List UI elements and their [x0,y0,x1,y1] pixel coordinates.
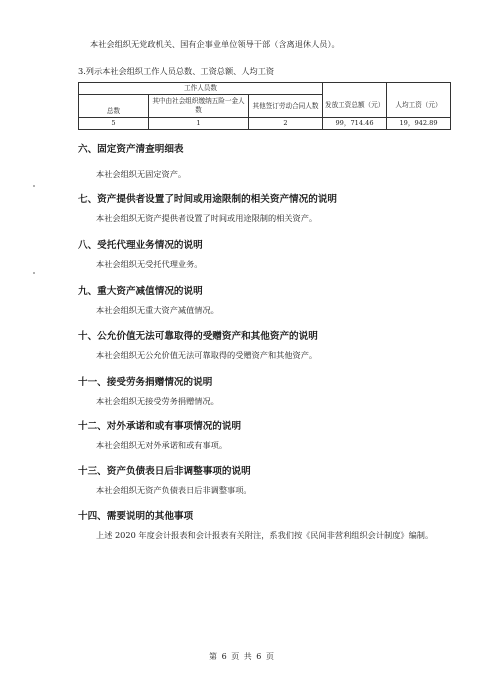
section-3-title: 3.列示本社会组织工作人员总数、工资总额、人均工资 [78,66,275,76]
section-11-title: 十一、接受劳务捐赠情况的说明 [78,377,213,388]
cell-contract: 2 [249,118,323,130]
section-14-body: 上述 2020 年度会计报表和会计报表有关附注，系我们按《民间非营利组织会计制度》编制。 [96,530,434,540]
staff-count-group-header: 工作人员数 [79,83,323,95]
col-header-wage-total: 发放工资总额（元） [323,95,387,118]
section-13-title: 十三、资产负债表日后非调整事项的说明 [78,466,251,477]
table-subheader-row [79,95,451,118]
section-6-body: 本社会组织无固定资产。 [96,169,187,179]
section-8-title: 八、受托代理业务情况的说明 [78,240,203,251]
section-9-body: 本社会组织无重大资产减值情况。 [96,305,219,315]
section-9-title: 九、重大资产减值情况的说明 [78,286,203,297]
cell-wage-avg: 19，942.89 [387,118,451,130]
cell-wage-total: 99，714.46 [323,118,387,130]
section-8-body: 本社会组织无受托代理业务。 [96,259,203,269]
col-header-total: 总数 [79,95,149,118]
table-header-row [79,83,451,95]
section-14-title: 十四、需要说明的其他事项 [78,511,194,522]
intro-paragraph: 本社会组织无党政机关、国有企事业单位领导干部（含离退休人员）。 [90,39,340,49]
section-12-title: 十二、对外承诺和或有事项情况的说明 [78,421,242,432]
table-row [79,118,451,130]
scan-speck [33,185,35,187]
section-7-title: 七、资产提供者设置了时间或用途限制的相关资产情况的说明 [78,194,338,205]
cell-insurance: 1 [149,118,249,130]
cell-total: 5 [79,118,149,130]
page-footer: 第 6 页 共 6 页 [209,652,275,661]
section-6-title: 六、固定资产清查明细表 [78,144,184,155]
scan-speck [33,272,35,274]
section-7-body: 本社会组织无资产提供者设置了时间或用途限制的相关资产。 [96,213,318,223]
section-12-body: 本社会组织无对外承诺和或有事项。 [96,440,228,450]
section-10-body: 本社会组织无公允价值无法可靠取得的受赠资产和其他资产。 [96,350,318,360]
col-header-contract: 其他签订劳动合同人数 [249,95,323,118]
section-10-title: 十、公允价值无法可靠取得的受赠资产和其他资产的说明 [78,331,318,342]
section-11-body: 本社会组织无接受劳务捐赠情况。 [96,396,219,406]
staff-wage-table [78,82,451,130]
section-13-body: 本社会组织无资产负债表日后非调整事项。 [96,485,252,495]
col-header-wage-avg: 人均工资（元） [387,95,451,118]
col-header-insurance: 其中由社会组织缴纳五险一金人数 [149,95,249,118]
